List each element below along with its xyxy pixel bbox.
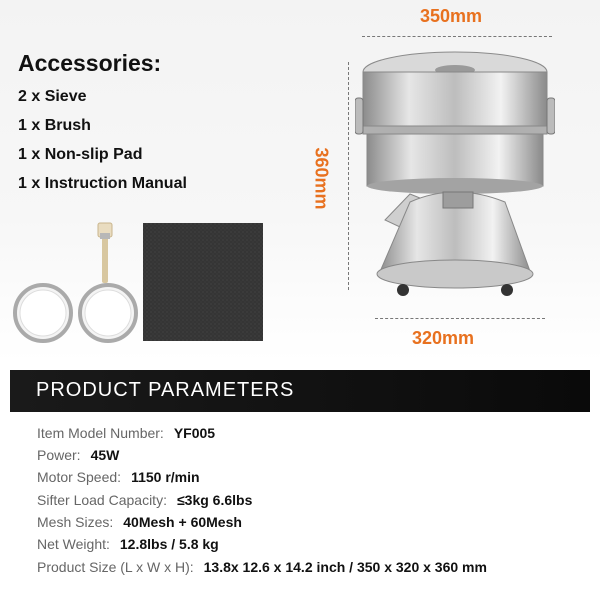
dimension-line bbox=[375, 318, 545, 319]
dimension-line bbox=[362, 36, 552, 37]
parameter-label: Item Model Number: bbox=[37, 425, 164, 441]
parameters-banner bbox=[10, 370, 590, 412]
sieve-image bbox=[80, 285, 136, 341]
parameter-value: 45W bbox=[90, 447, 120, 463]
parameter-row bbox=[37, 559, 487, 575]
parameter-label: Sifter Load Capacity: bbox=[37, 492, 167, 508]
accessory-item: 2 x Sieve bbox=[18, 88, 87, 105]
accessory-item: 1 x Brush bbox=[18, 117, 91, 134]
parameter-value: ≤3kg 6.6lbs bbox=[176, 492, 253, 508]
sifter-machine-image bbox=[355, 42, 555, 307]
parameter-row bbox=[37, 469, 200, 485]
accessories-illustration bbox=[10, 215, 280, 350]
accessory-item: 1 x Instruction Manual bbox=[18, 175, 187, 192]
parameter-row bbox=[37, 514, 242, 530]
parameter-label: Net Weight: bbox=[37, 536, 110, 552]
parameter-row bbox=[37, 492, 252, 508]
parameter-row bbox=[37, 536, 219, 552]
width-dimension-label: 350mm bbox=[420, 6, 483, 26]
brush-image bbox=[98, 223, 112, 283]
parameter-row bbox=[37, 447, 119, 463]
accessory-item: 1 x Non-slip Pad bbox=[18, 146, 143, 163]
height-dimension-label: 360mm bbox=[311, 147, 332, 210]
parameter-label: Motor Speed: bbox=[37, 469, 122, 485]
parameter-row bbox=[37, 425, 215, 441]
accessories-title: Accessories: bbox=[18, 50, 162, 76]
parameter-value: 40Mesh + 60Mesh bbox=[123, 514, 242, 530]
parameters-title: PRODUCT PARAMETERS bbox=[36, 379, 295, 401]
depth-dimension-label: 320mm bbox=[412, 328, 475, 348]
parameter-value: 12.8lbs / 5.8 kg bbox=[119, 536, 219, 552]
parameter-value: 13.8x 12.6 x 14.2 inch / 350 x 320 x 360 mm bbox=[203, 559, 487, 575]
parameter-value: 1150 r/min bbox=[131, 469, 200, 485]
parameter-value: YF005 bbox=[173, 425, 216, 441]
dimension-line bbox=[348, 62, 349, 290]
parameter-label: Product Size (L x W x H): bbox=[37, 559, 194, 575]
sieve-image bbox=[15, 285, 71, 341]
parameter-label: Mesh Sizes: bbox=[37, 514, 114, 530]
parameter-label: Power: bbox=[37, 447, 81, 463]
product-parameters-section bbox=[0, 362, 600, 600]
